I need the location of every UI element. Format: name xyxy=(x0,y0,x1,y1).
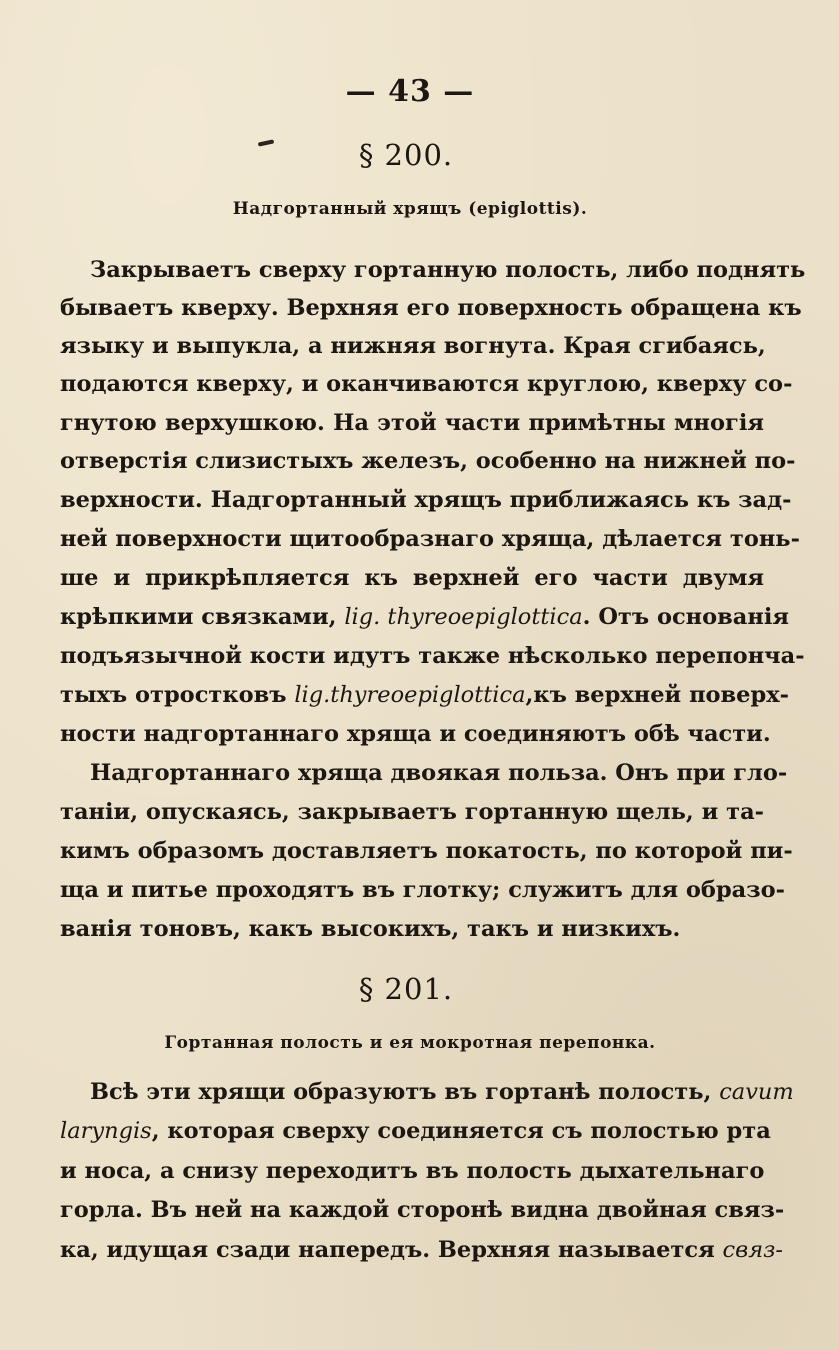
text-line: языку и выпукла, а нижняя вогнута. Края сгибаясь, xyxy=(60,333,766,359)
text-line: подъязычной кости идутъ также нѣсколько перепонча- xyxy=(60,643,805,669)
text-line: и носа, а снизу переходитъ въ полость дыхательнаго xyxy=(60,1158,765,1184)
text-line: горла. Въ ней на каждой сторонѣ видна двойная связ- xyxy=(60,1197,785,1223)
text-line: тыхъ отростковъ lig.thyreoepiglottica,къ верхней поверх- xyxy=(60,682,789,708)
text-line: Закрываетъ сверху гортанную полость, либо поднять xyxy=(90,257,806,283)
text-line: ше и прикрѣпляется къ верхней его части двумя xyxy=(60,565,764,591)
text-line: ней поверхности щитообразнаго хряща, дѣлается тонь- xyxy=(60,526,800,552)
text-line: крѣпкими связками, lig. thyreoepiglottica. Отъ основанія xyxy=(60,604,789,630)
section-200-title: Надгортанный хрящъ (epiglottis). xyxy=(232,199,588,219)
text-line: laryngis, которая сверху соединяется съ полостью рта xyxy=(60,1118,771,1144)
text-line: ванія тоновъ, какъ высокихъ, такъ и низкихъ. xyxy=(60,916,681,942)
text-line: подаются кверху, и оканчиваются круглою, кверху со- xyxy=(60,371,793,397)
page-number: — 43 — xyxy=(345,74,475,109)
section-201-title: Гортанная полость и ея мокротная перепонка. xyxy=(164,1033,656,1053)
text-line: ща и питье проходятъ въ глотку; служитъ для образо- xyxy=(60,877,785,903)
text-line: гнутою верхушкою. На этой части примѣтны многія xyxy=(60,410,764,436)
russian-term: связ- xyxy=(722,1237,783,1263)
text-line: таніи, опускаясь, закрываетъ гортанную щель, и та- xyxy=(60,799,764,825)
latin-term: laryngis xyxy=(60,1118,152,1144)
text-line: Надгортаннаго хряща двоякая польза. Онъ при гло- xyxy=(90,760,788,786)
latin-term: lig.thyreoepiglottica xyxy=(294,682,526,708)
text-line: верхности. Надгортанный хрящъ приближаясь къ зад- xyxy=(60,487,792,513)
text-line: кимъ образомъ доставляетъ покатость, по которой пи- xyxy=(60,838,793,864)
text-line: Всѣ эти хрящи образуютъ въ гортанѣ полость, cavum xyxy=(90,1079,794,1105)
text-line: ности надгортаннаго хряща и соединяютъ обѣ части. xyxy=(60,721,771,747)
latin-term: cavum xyxy=(719,1079,794,1105)
text-line: отверстія слизистыхъ железъ, особенно на нижней по- xyxy=(60,448,796,474)
section-201-mark: § 201. xyxy=(358,972,454,1006)
text-line: бываетъ кверху. Верхняя его поверхность обращена къ xyxy=(60,295,802,321)
latin-term: lig. thyreoepiglottica xyxy=(344,604,583,630)
text-line: ка, идущая сзади напередъ. Верхняя называется связ- xyxy=(60,1237,783,1263)
section-200-mark: § 200. xyxy=(358,138,454,172)
